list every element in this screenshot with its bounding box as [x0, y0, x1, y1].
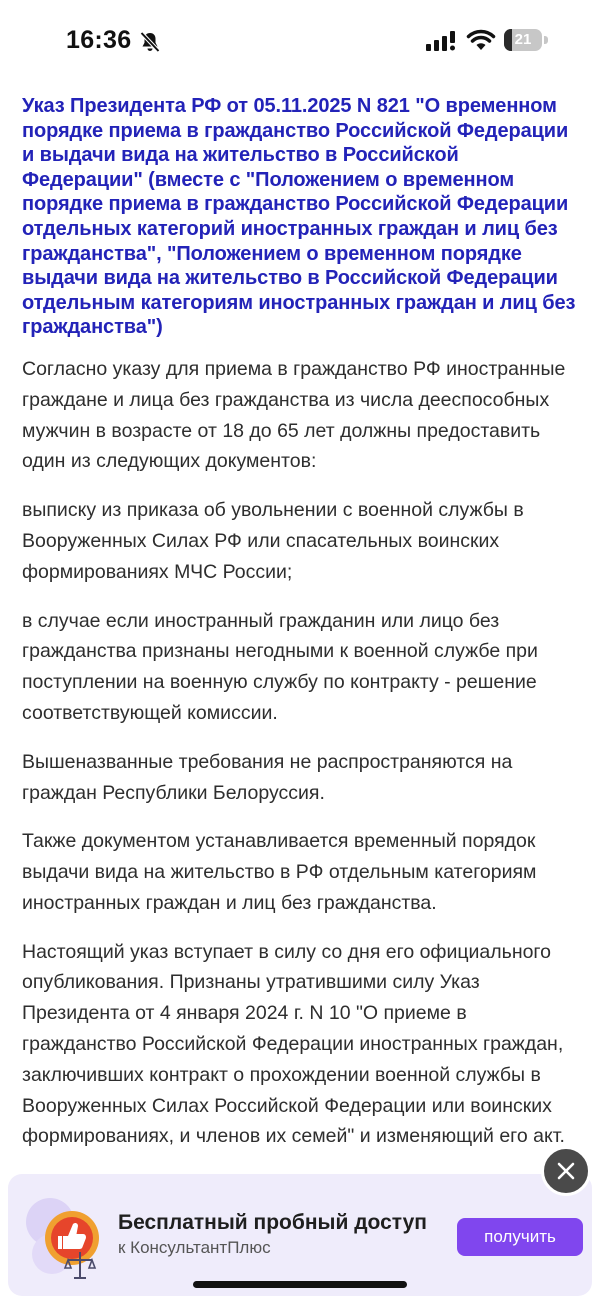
document-title-link[interactable]: Указ Президента РФ от 05.11.2025 N 821 "О временном порядке приема в гражданство Российской Федерации и выдачи вида на жительство в Российской Федерации" (вместе с "Положением о временном порядке приема в гражданство Российской Федерации отдельных категорий иностранных граждан и лиц без гражданства", "Положением о временном порядке выдачи вида на жительство в Российской Федерации отдельным категориям иностранных граждан и лиц без гражданства") [22, 95, 576, 339]
bell-muted-icon [138, 30, 162, 54]
status-bar [0, 0, 600, 80]
home-indicator[interactable] [193, 1281, 407, 1288]
get-access-button[interactable]: получить [457, 1218, 583, 1256]
banner-subtitle: к КонсультантПлюс [118, 1238, 271, 1257]
cellular-signal-icon [426, 30, 458, 52]
article-paragraph: в случае если иностранный гражданин или лицо без гражданства признаны негодными к военной службе при поступлении на военную службу по контракту - решение соответствующей комиссии. [22, 609, 538, 724]
wifi-icon [466, 28, 496, 52]
article-paragraph: выписку из приказа об увольнении с военной службы в Вооруженных Силах РФ или спасательных воинских формированиях МЧС России; [22, 499, 524, 583]
article-content [22, 94, 584, 1170]
article-paragraph: Также документом устанавливается временный порядок выдачи вида на жительство в РФ отдельным категориям иностранных граждан и лиц без гражданства. [22, 830, 537, 914]
article-paragraph: Согласно указу для приема в гражданство РФ иностранные граждане и лица без гражданства из числа дееспособных мужчин в возрасте от 18 до 65 лет должны предоставить один из следующих документов: [22, 357, 566, 473]
battery-icon [504, 29, 548, 51]
close-banner-button[interactable] [541, 1146, 591, 1196]
thumbs-up-scales-logo-icon [22, 1188, 122, 1288]
close-icon [556, 1161, 576, 1181]
article-paragraph: Настоящий указ вступает в силу со дня его официального опубликования. Признаны утратившими силу Указ Президента от 4 января 2024 г. N 10 "О приеме в гражданство Российской Федерации иностранных граждан, заключивших контракт о прохождении военной службы в Вооруженных Силах Российской Федерации или воинских формированиях, и членов их семей" и изменяющий его акт. [22, 940, 565, 1148]
banner-title: Бесплатный пробный доступ [118, 1211, 427, 1234]
status-time: 16:36 [66, 26, 132, 54]
promo-banner[interactable] [8, 1174, 592, 1296]
battery-level: 21 [514, 31, 532, 48]
article-paragraph: Вышеназванные требования не распространяются на граждан Республики Белоруссия. [22, 750, 513, 804]
